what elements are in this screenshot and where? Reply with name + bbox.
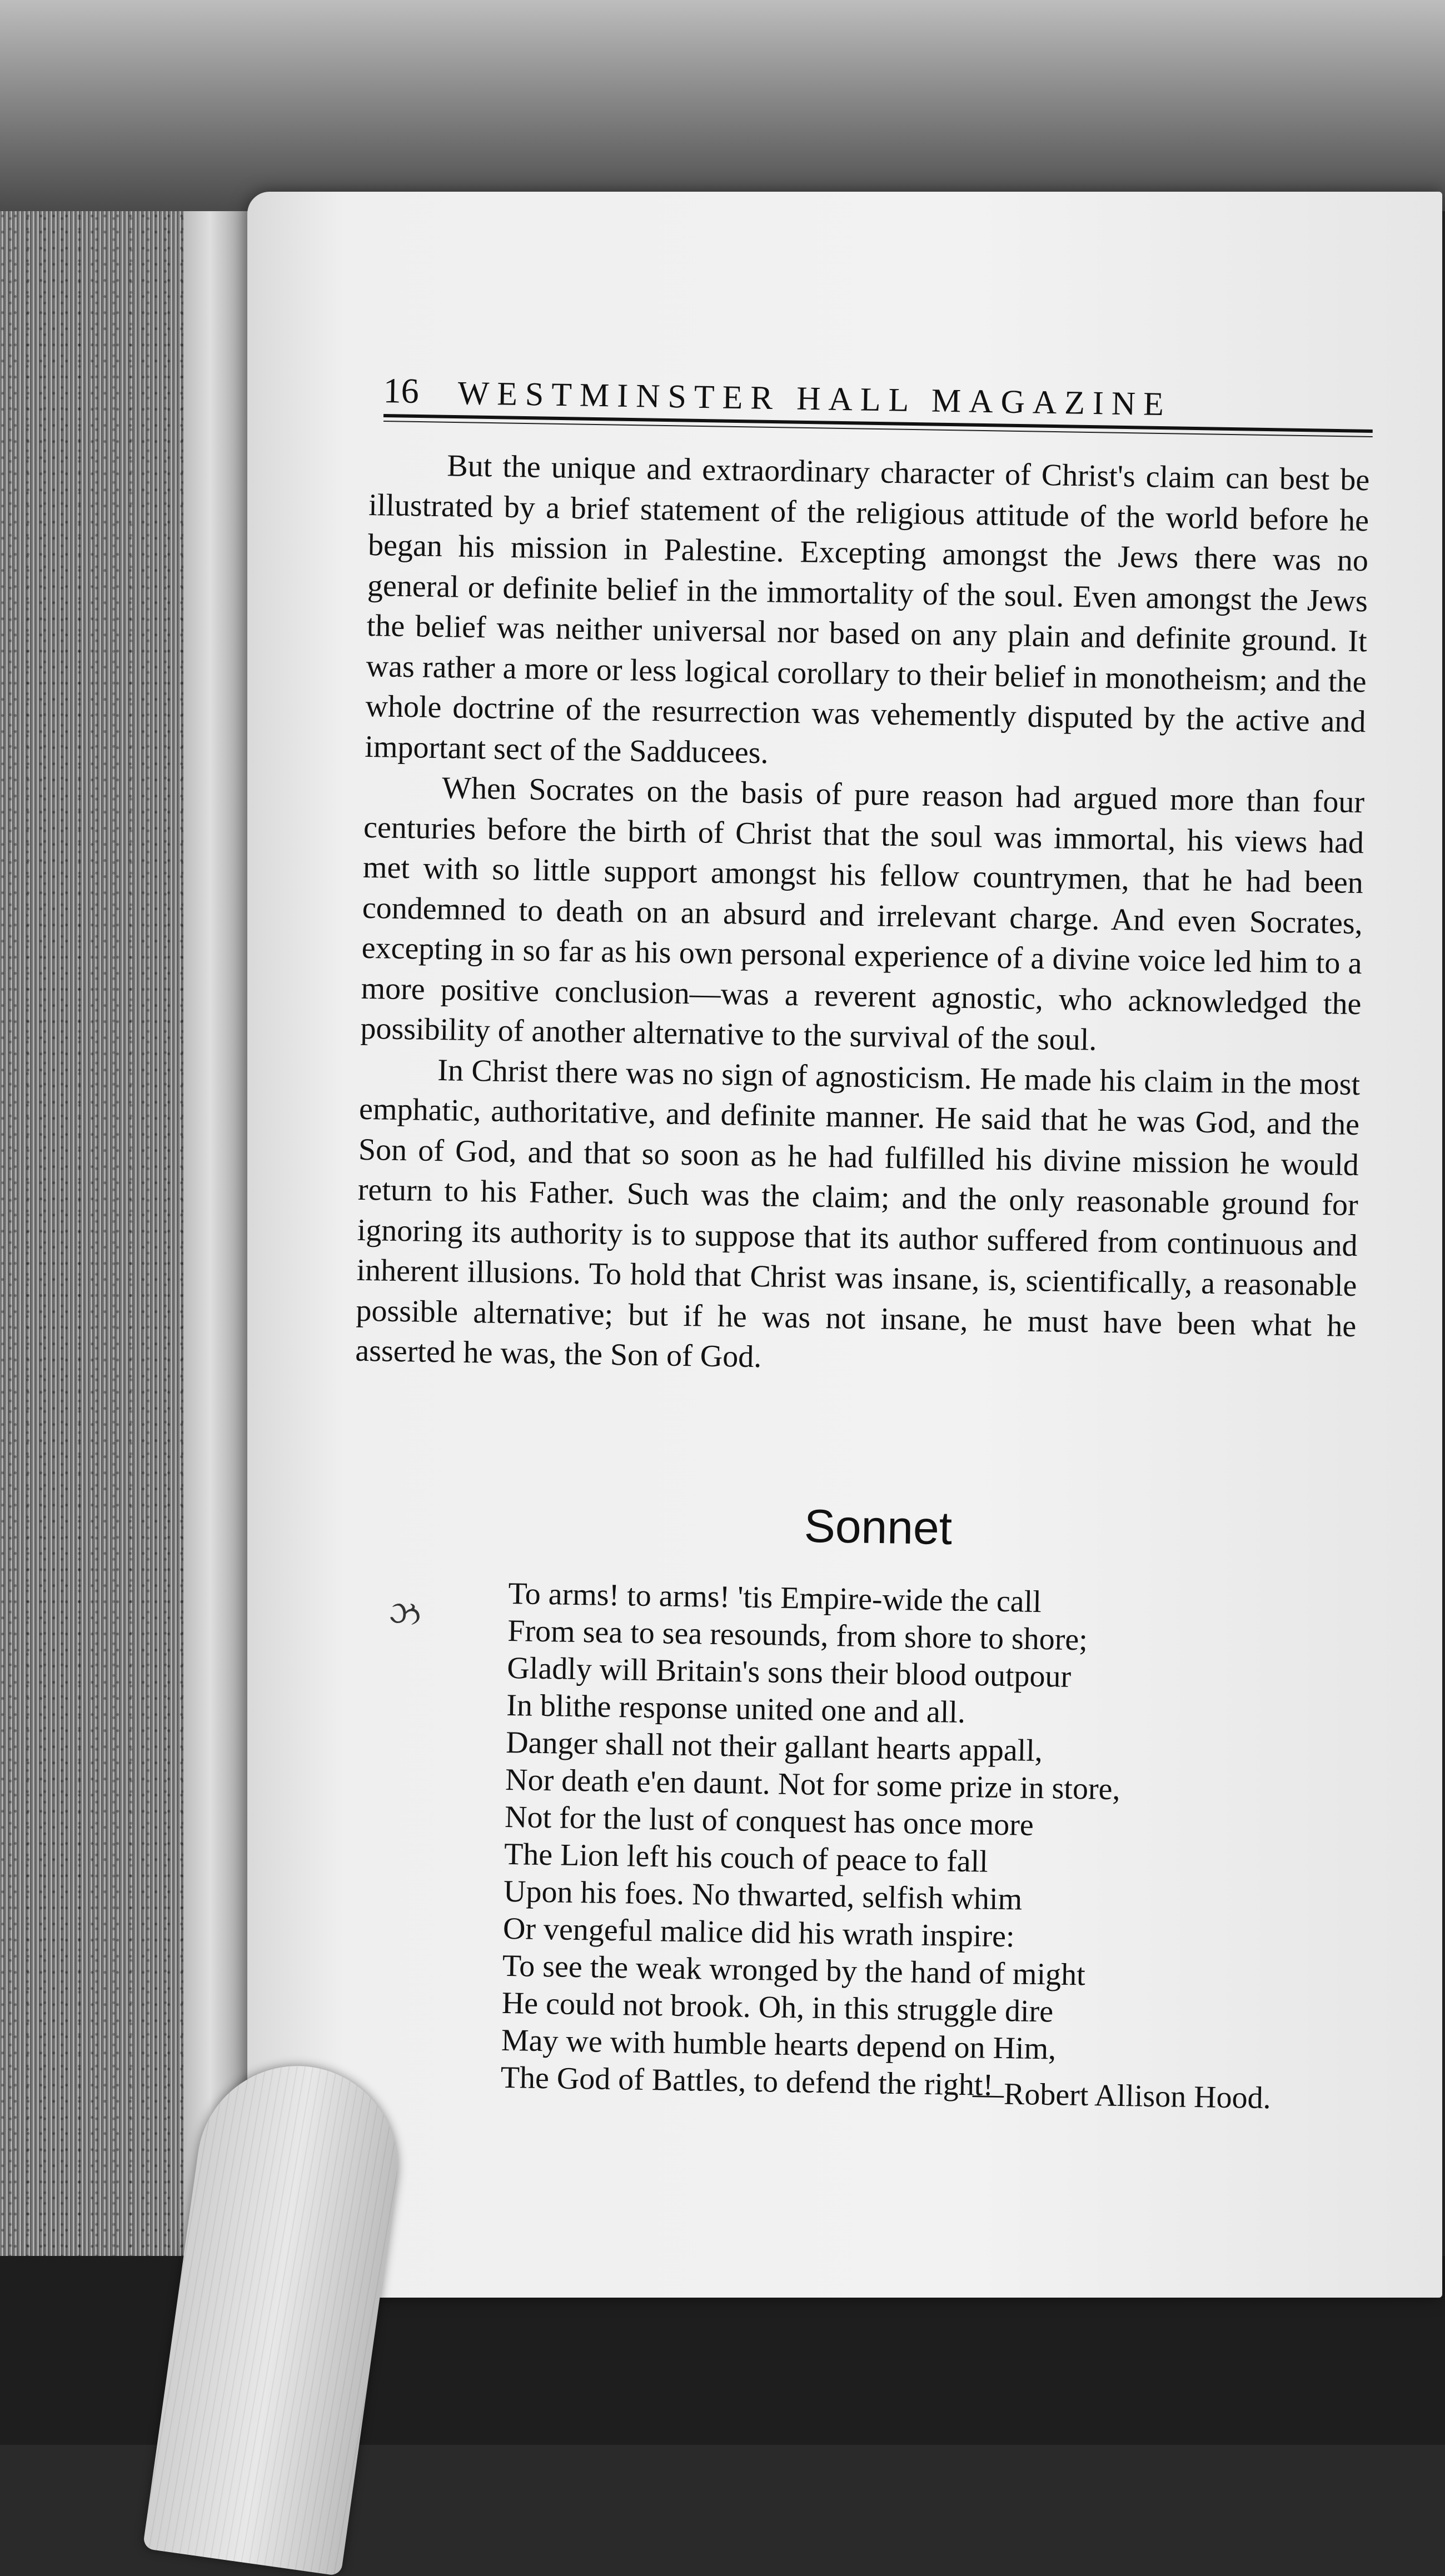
poem-line: Not for the lust of conquest has once more bbox=[504, 1799, 1034, 1843]
poem-line: He could not brook. Oh, in this struggle dire bbox=[501, 1985, 1054, 2029]
poem-line: May we with humble hearts depend on Him, bbox=[501, 2023, 1057, 2066]
poem-line: To arms! to arms! 'tis Empire-wide the call bbox=[507, 1576, 1042, 1620]
page-edges bbox=[0, 211, 183, 2256]
poem-author: —Robert Allison Hood. bbox=[972, 2076, 1272, 2116]
sonnet-title: Sonnet bbox=[804, 1499, 953, 1555]
paragraph: But the unique and extraordinary character of Christ's claim can best be illustrated by a brief statement of the religious attitude of the world before he began his mission in Palestine. Excepting amongst the Jews there was no general or definite belief in the immortality of the soul. Even amongst the Jews the belief was neither universal nor based on any plain and definite ground. It was rather a more or less logical corollary to their belief in monotheism; and the whole doctrine of the resurrection was vehemently disputed by the active and important sect of the Sadducees. bbox=[364, 448, 1370, 770]
photo-backdrop bbox=[0, 0, 1445, 211]
poem-line: Nor death e'en daunt. Not for some prize in store, bbox=[505, 1762, 1120, 1807]
magazine-title: WESTMINSTER HALL MAGAZINE bbox=[457, 375, 1172, 423]
paragraph: When Socrates on the basis of pure reason had argued more than four centuries before the birth of Christ that the soul was immortal, his views had met with so little support amongst his fellow countrymen, that he had been condemned to death on an absurd and irrelevant charge. And even Socrates, excepting in so far as his own personal experience of a divine voice led him to a more positive conclusion—was a reverent agnostic, who acknowledged the possibility of another alternative to the survival of the soul. bbox=[360, 771, 1365, 1057]
poem-line: To see the weak wronged by the hand of might bbox=[502, 1948, 1086, 1993]
poem-line: The God of Battles, to defend the right! bbox=[500, 2060, 994, 2103]
poem-line: Gladly will Britain's sons their blood outpour bbox=[506, 1650, 1072, 1694]
sonnet-body bbox=[500, 1575, 1342, 2109]
pencil-mark-icon: ઝ bbox=[389, 1595, 421, 1632]
paragraph: In Christ there was no sign of agnosticism. He made his claim in the most emphatic, authoritative, and definite manner. He said that he was God, and the Son of God, and that so soon as he had fulfilled his divine mission he would return to his Father. Such was the claim; and the only reasonable ground for ignoring its authority is to suppose that its author suffered from continuous and inherent illusions. To hold that Christ was insane, is, scientifically, a reasonable possible alternative; but if he was not insane, he must have been what he asserted he was, the Son of God. bbox=[355, 1052, 1361, 1375]
article-body bbox=[355, 445, 1370, 1387]
poem-line: From sea to sea resounds, from shore to shore; bbox=[507, 1613, 1088, 1658]
poem-line: Danger shall not their gallant hearts appall, bbox=[505, 1725, 1043, 1769]
book-gutter bbox=[183, 211, 250, 2256]
poem-line: Or vengeful malice did his wrath inspire: bbox=[502, 1911, 1015, 1954]
poem-line: In blithe response united one and all. bbox=[506, 1688, 966, 1730]
page-number: 16 bbox=[383, 371, 420, 411]
poem-line: Upon his foes. No thwarted, selfish whim bbox=[503, 1874, 1023, 1917]
poem-line: The Lion left his couch of peace to fall bbox=[504, 1836, 989, 1879]
